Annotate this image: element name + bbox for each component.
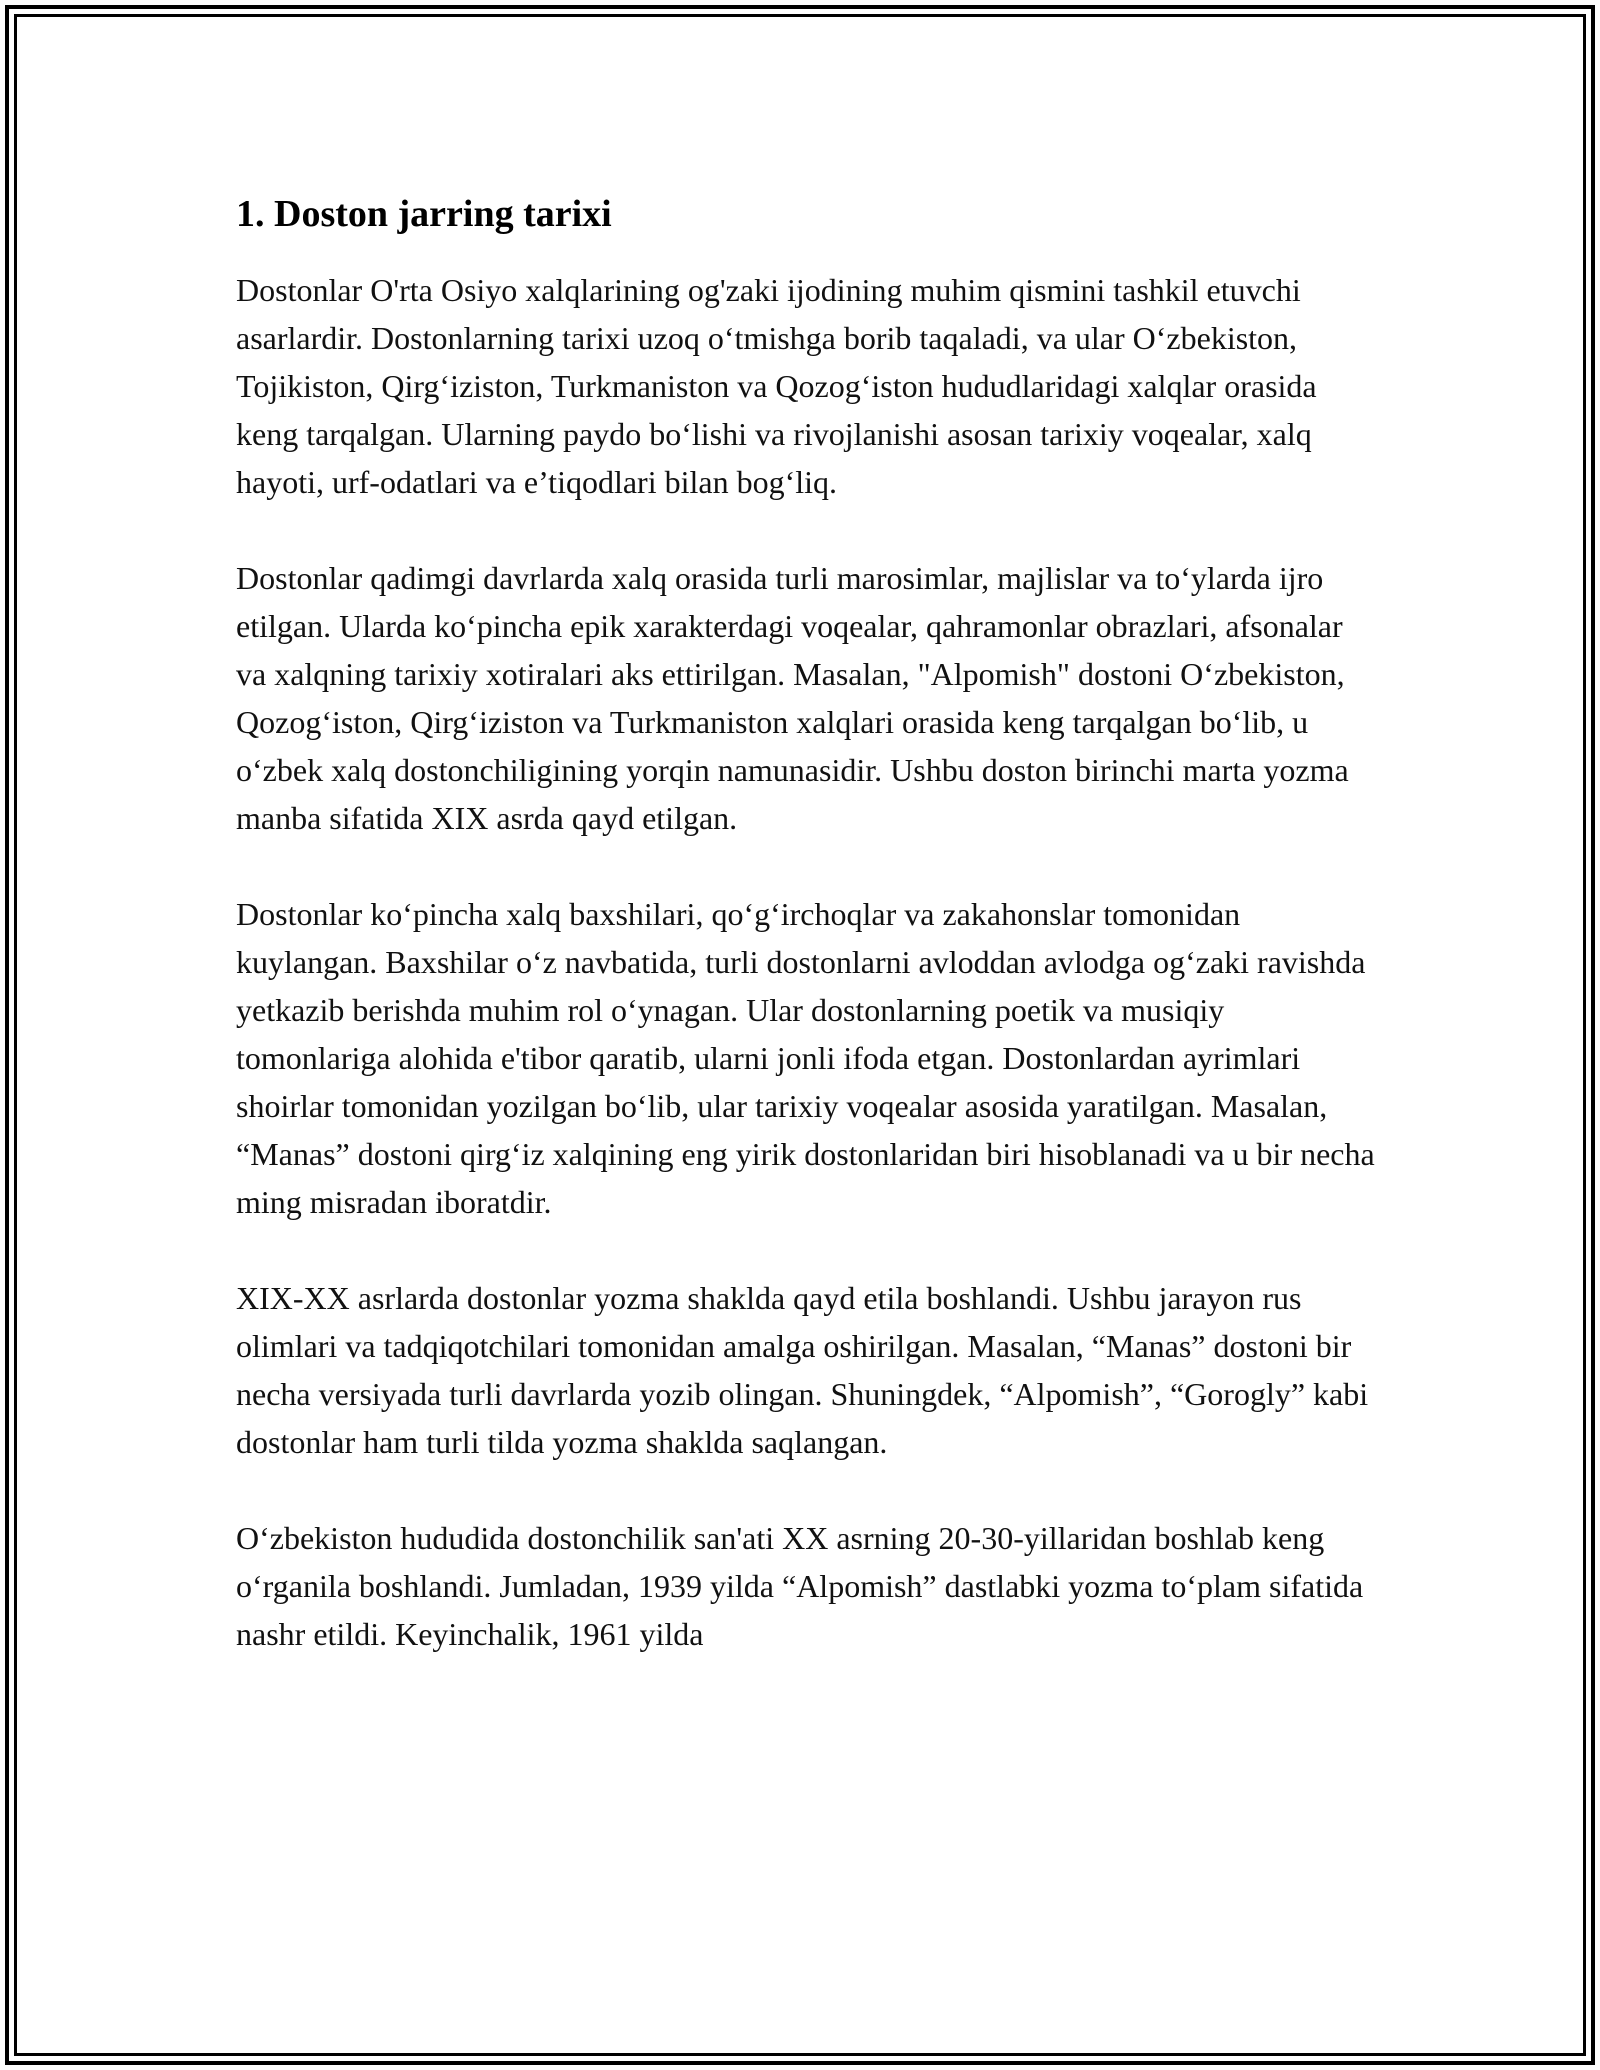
paragraph-1: Dostonlar O'rta Osiyo xalqlarining og'zaki ijodining muhim qismini tashkil etuvchi asarlardir. Dostonlarning tarixi uzoq o‘tmishga borib taqaladi, va ular O‘zbekiston, Tojikiston, Qirg‘iziston, Turkmaniston va Qozog‘iston hududlaridagi xalqlar orasida keng tarqalgan. Ularning paydo bo‘lishi va rivojlanishi asosan tarixiy voqealar, xalq hayoti, urf-odatlari va e’tiqodlari bilan bog‘liq. <box>236 272 1317 500</box>
document-body <box>236 186 1376 1706</box>
paragraph-5: O‘zbekiston hududida dostonchilik san'ati XX asrning 20-30-yillaridan boshlab keng o‘rganila boshlandi. Jumladan, 1939 yilda “Alpomish” dastlabki yozma to‘plam sifatida nashr etildi. Keyinchalik, 1961 yilda <box>236 1520 1364 1652</box>
section-heading: 1. Doston jarring tarixi <box>236 193 612 235</box>
paragraph-4: XIX-XX asrlarda dostonlar yozma shaklda qayd etila boshlandi. Ushbu jarayon rus olimlari va tadqiqotchilari tomonidan amalga oshirilgan. Masalan, “Manas” dostoni bir necha versiyada turli davrlarda yozib olingan. Shuningdek, “Alpomish”, “Gorogly” kabi dostonlar ham turli tilda yozma shaklda saqlangan. <box>236 1280 1369 1460</box>
paragraph-2: Dostonlar qadimgi davrlarda xalq orasida turli marosimlar, majlislar va to‘ylarda ijro etilgan. Ularda ko‘pincha epik xarakterdagi voqealar, qahramonlar obrazlari, afsonalar va xalqning tarixiy xotiralari aks ettirilgan. Masalan, "Alpomish" dostoni O‘zbekiston, Qozog‘iston, Qirg‘iziston va Turkmaniston xalqlari orasida keng tarqalgan bo‘lib, u o‘zbek xalq dostonchiligining yorqin namunasidir. Ushbu doston birinchi marta yozma manba sifatida XIX asrda qayd etilgan. <box>236 560 1349 836</box>
paragraph-3: Dostonlar ko‘pincha xalq baxshilari, qo‘g‘irchoqlar va zakahonslar tomonidan kuylangan. Baxshilar o‘z navbatida, turli dostonlarni avloddan avlodga og‘zaki ravishda yetkazib berishda muhim rol o‘ynagan. Ular dostonlarning poetik va musiqiy tomonlariga alohida e'tibor qaratib, ularni jonli ifoda etgan. Dostonlardan ayrimlari shoirlar tomonidan yozilgan bo‘lib, ular tarixiy voqealar asosida yaratilgan. Masalan, “Manas” dostoni qirg‘iz xalqining eng yirik dostonlaridan biri hisoblanadi va u bir necha ming misradan iboratdir. <box>236 896 1375 1220</box>
